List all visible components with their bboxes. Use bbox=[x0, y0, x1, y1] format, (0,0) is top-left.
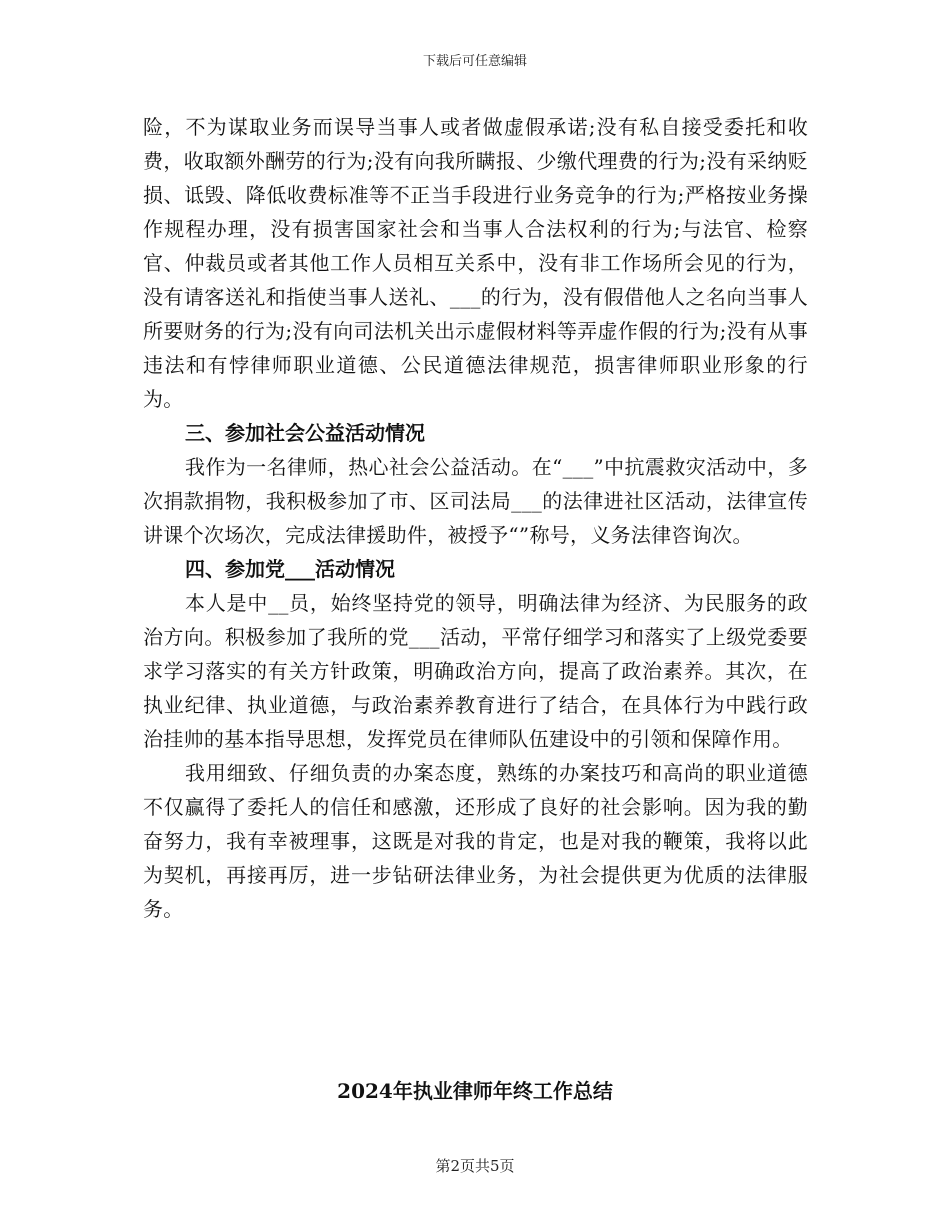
paragraph-party-activities: 本人是中__员，始终坚持党的领导，明确法律为经济、为民服务的政治方向。积极参加了我所的党___活动，平常仔细学习和落实了上级党委要求学习落实的有关方针政策，明确政治方向，提高了政治素养。其次，在执业纪律、执业道德，与政治素养教育进行了结合，在具体行为中践行政治挂帅的基本指导思想，发挥党员在律师队伍建设中的引领和保障作用。 bbox=[143, 591, 808, 751]
paragraph-conclusion: 我用细致、仔细负责的办案态度，熟练的办案技巧和高尚的职业道德不仅赢得了委托人的信任和感激，还形成了良好的社会影响。因为我的勤奋努力，我有幸被理事，这既是对我的肯定，也是对我的鞭策，我将以此为契机，再接再厉，进一步钻研法律业务，为社会提供更为优质的法律服务。 bbox=[143, 761, 808, 921]
paragraph-conduct: 险，不为谋取业务而误导当事人或者做虚假承诺;没有私自接受委托和收费，收取额外酬劳的行为;没有向我所瞒报、少缴代理费的行为;没有采纳贬损、诋毁、降低收费标准等不正当手段进行业务竞争的行为;严格按业务操作规程办理，没有损害国家社会和当事人合法权利的行为;与法官、检察官、仲裁员或者其他工作人员相互关系中，没有非工作场所会见的行为，没有请客送礼和指使当事人送礼、___的行为，没有假借他人之名向当事人所要财务的行为;没有向司法机关出示虚假材料等弄虚作假的行为;没有从事违法和有悖律师职业道德、公民道德法律规范，损害律师职业形象的行为。 bbox=[143, 115, 808, 411]
section-heading-public-welfare: 三、参加社会公益活动情况 bbox=[185, 421, 425, 445]
page-header: 下载后可任意编辑 bbox=[422, 54, 527, 69]
page-footer: 第2页共5页 bbox=[435, 1157, 515, 1175]
document-title: 2024年执业律师年终工作总结 bbox=[337, 1079, 613, 1103]
section-heading-party-activities: 四、参加党___活动情况 bbox=[185, 557, 395, 581]
paragraph-public-welfare: 我作为一名律师，热心社会公益活动。在“___”中抗震救灾活动中，多次捐款捐物，我积极参加了市、区司法局___的法律进社区活动，法律宣传讲课个次场次，完成法律援助件，被授予“”称号，义务法律咨询次。 bbox=[143, 455, 808, 547]
document-body bbox=[143, 110, 808, 926]
